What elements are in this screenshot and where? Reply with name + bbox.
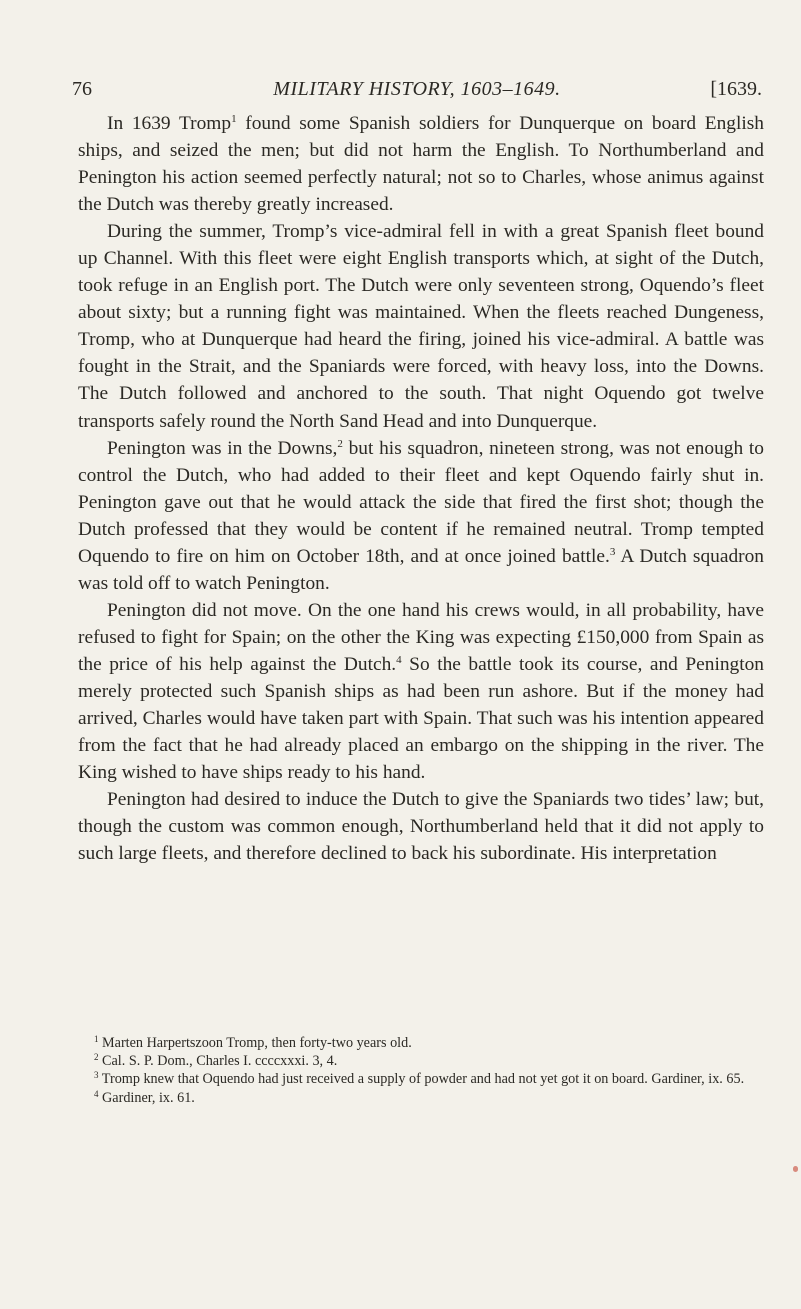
body-text bbox=[78, 110, 764, 867]
footnote-number: 3 bbox=[94, 1070, 99, 1081]
footnotes bbox=[78, 1034, 764, 1107]
text-run: So the battle took its course, and Penington merely protected such Spanish ships as had been run ashore. But if the money had arrived, Charles would have taken part with Spain. That such was his intention appeared from the fact that he had already placed an embargo on the shipping in the river. The King wished to have ships ready to his hand. bbox=[78, 653, 764, 784]
paragraph bbox=[78, 597, 764, 786]
paragraph bbox=[78, 786, 764, 867]
ink-spot bbox=[793, 1166, 798, 1172]
running-header bbox=[72, 74, 762, 104]
footnote-number: 4 bbox=[94, 1088, 99, 1099]
footnote-ref: 1 bbox=[231, 113, 237, 125]
footnote-text: Gardiner, ix. 61. bbox=[102, 1089, 195, 1106]
footnote bbox=[78, 1052, 764, 1070]
paragraph bbox=[78, 218, 764, 434]
footnote bbox=[78, 1070, 764, 1088]
footnote bbox=[78, 1089, 764, 1107]
paragraph bbox=[78, 110, 764, 218]
footnote-ref: 2 bbox=[337, 437, 343, 450]
text-run: but his squadron, nineteen strong, was not enough to control the Dutch, who had added to their fleet and kept Oquendo fairly shut in. Penington gave out that he would attack the side that fired the first shot; though the Dutch professed that they would be content if he remained neutral. Tromp tempted Oquendo to fire on him on October 18th, and at once joined battle. bbox=[78, 437, 764, 567]
footnote-text: Marten Harpertszoon Tromp, then forty-two years old. bbox=[102, 1035, 412, 1051]
page-number: 76 bbox=[72, 78, 92, 100]
text-run: Penington was in the Downs, bbox=[107, 437, 338, 459]
header-year: [1639. bbox=[710, 78, 762, 100]
text-run: A Dutch squadron was told off to watch Penington. bbox=[78, 545, 764, 594]
text-run: Penington had desired to induce the Dutch to give the Spaniards two tides’ law; but, though the custom was common enough, Northumberland held that it did not apply to such large fleets, and therefore declined to back his subordinate. His interpretation bbox=[78, 789, 764, 865]
text-run: Penington did not move. On the one hand his crews would, in all probability, have refused to fight for Spain; on the other the King was expecting £150,000 from Spain as the price of his help against the Dutch. bbox=[78, 599, 764, 675]
running-title: MILITARY HISTORY, 1603–1649. bbox=[273, 78, 561, 100]
text-run: In 1639 Tromp bbox=[107, 113, 232, 134]
footnote bbox=[78, 1034, 764, 1052]
footnote-ref: 4 bbox=[396, 653, 402, 666]
footnote-number: 2 bbox=[94, 1052, 99, 1063]
paragraph bbox=[78, 435, 764, 597]
footnote-text: Tromp knew that Oquendo had just received a supply of powder and had not yet got it on board. Gardiner, ix. 65. bbox=[101, 1071, 745, 1088]
text-run: During the summer, Tromp’s vice-admiral fell in with a great Spanish fleet bound up Channel. With this fleet were eight English transports which, at sight of the Dutch, took refuge in an English port. The Dutch were only seventeen strong, Oquendo’s fleet about sixty; but a running fight was maintained. When the fleets reached Dungeness, Tromp, who at Dunquerque had heard the firing, joined his vice-admiral. A battle was fought in the Strait, and the Spaniards were forced, with heavy loss, into the Downs. The Dutch followed and anchored to the south. That night Oquendo got twelve transports safely round the North Sand Head and into Dunquerque. bbox=[78, 221, 764, 432]
footnote-number: 1 bbox=[94, 1034, 99, 1044]
footnote-ref: 3 bbox=[609, 545, 616, 558]
footnote-text: Cal. S. P. Dom., Charles I. ccccxxxi. 3, 4. bbox=[102, 1053, 338, 1070]
text-run: found some Spanish soldiers for Dunquerque on board English ships, and seized the men; but did not harm the English. To Northumberland and Penington his action seemed perfectly natural; not so to Charles, whose animus against the Dutch was thereby greatly increased. bbox=[78, 113, 764, 216]
